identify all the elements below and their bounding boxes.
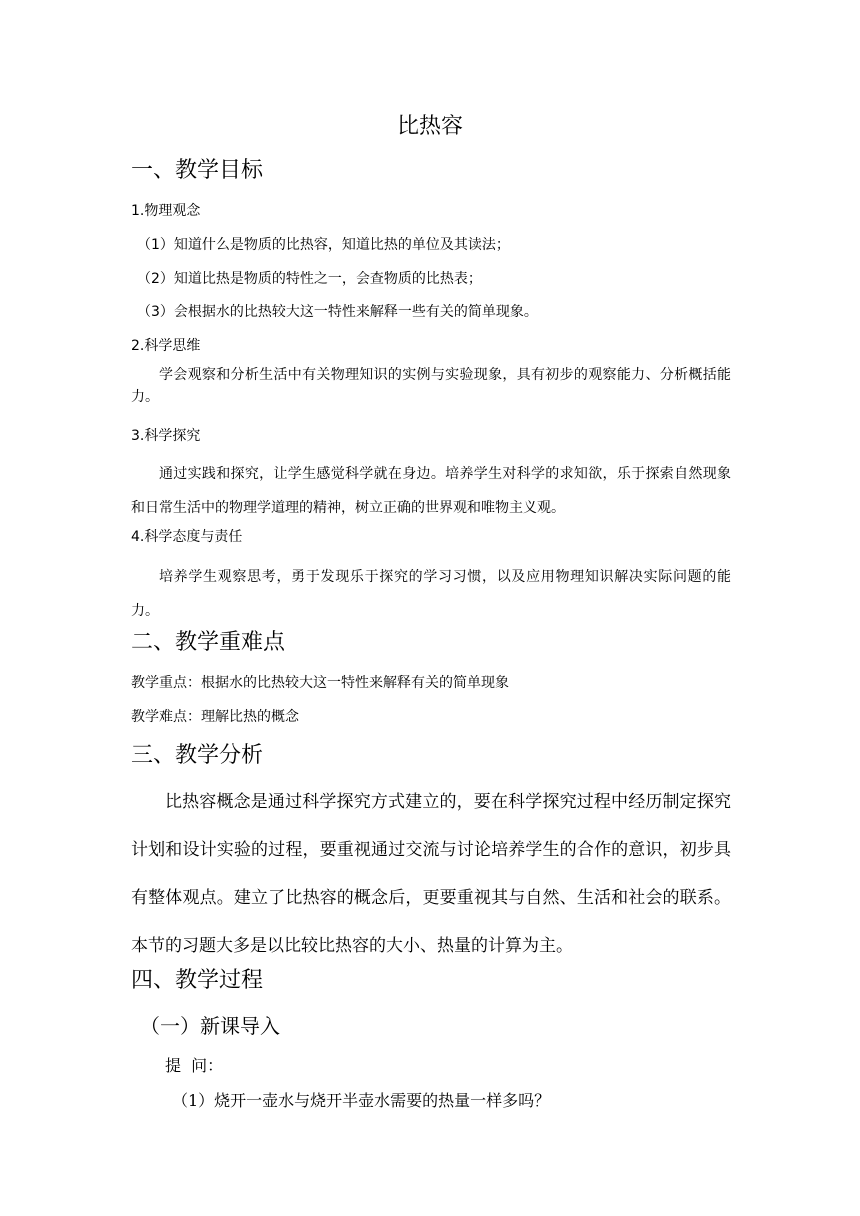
paragraph-attitude-responsibility: 培养学生观察思考，勇于发现乐于探究的学习习惯，以及应用物理知识解决实际问题的能力。 — [131, 569, 731, 619]
subheading-scientific-inquiry: 3.科学探究 — [131, 428, 201, 444]
difficulty-text: 教学难点：理解比热的概念 — [131, 709, 299, 725]
key-point-text: 教学重点：根据水的比热较大这一特性来解释有关的简单现象 — [131, 675, 509, 691]
subheading-new-lesson-intro: （一）新课导入 — [140, 1014, 280, 1038]
paragraph-scientific-inquiry: 通过实践和探究，让学生感觉科学就在身边。培养学生对科学的求知欲，乐于探索自然现象和日常生活中的物理学道理的精神，树立正确的世界观和唯物主义观。 — [131, 466, 731, 516]
objective-item-3: （3）会根据水的比热较大这一特性来解释一些有关的简单现象。 — [137, 304, 538, 320]
subheading-scientific-thinking: 2.科学思维 — [131, 338, 201, 354]
paragraph-scientific-thinking: 学会观察和分析生活中有关物理知识的实例与实验现象，具有初步的观察能力、分析概括能力。 — [131, 367, 731, 405]
objective-item-1: （1）知道什么是物质的比热容，知道比热的单位及其读法； — [137, 237, 510, 253]
question-item-1: （1）烧开一壶水与烧开半壶水需要的热量一样多吗？ — [172, 1091, 551, 1110]
section-heading-key-points: 二、教学重难点 — [131, 630, 286, 655]
section-heading-teaching-objectives: 一、教学目标 — [131, 158, 264, 183]
paragraph-teaching-analysis: 比热容概念是通过科学探究方式建立的，要在科学探究过程中经历制定探究计划和设计实验的过程，要重视通过交流与讨论培养学生的合作的意识，初步具有整体观点。建立了比热容的概念后，更要重视其与自然、生活和社会的联系。本节的习题大多是以比较比热容的大小、热量的计算为主。 — [131, 792, 731, 956]
subheading-physics-concept: 1.物理观念 — [131, 203, 201, 219]
document-title: 比热容 — [396, 114, 463, 139]
objective-item-2: （2）知道比热是物质的特性之一，会查物质的比热表； — [137, 271, 482, 287]
question-prompt: 提 问： — [165, 1056, 224, 1075]
subheading-attitude-responsibility: 4.科学态度与责任 — [131, 529, 243, 545]
section-heading-teaching-analysis: 三、教学分析 — [131, 743, 264, 768]
section-heading-teaching-process: 四、教学过程 — [131, 968, 264, 993]
